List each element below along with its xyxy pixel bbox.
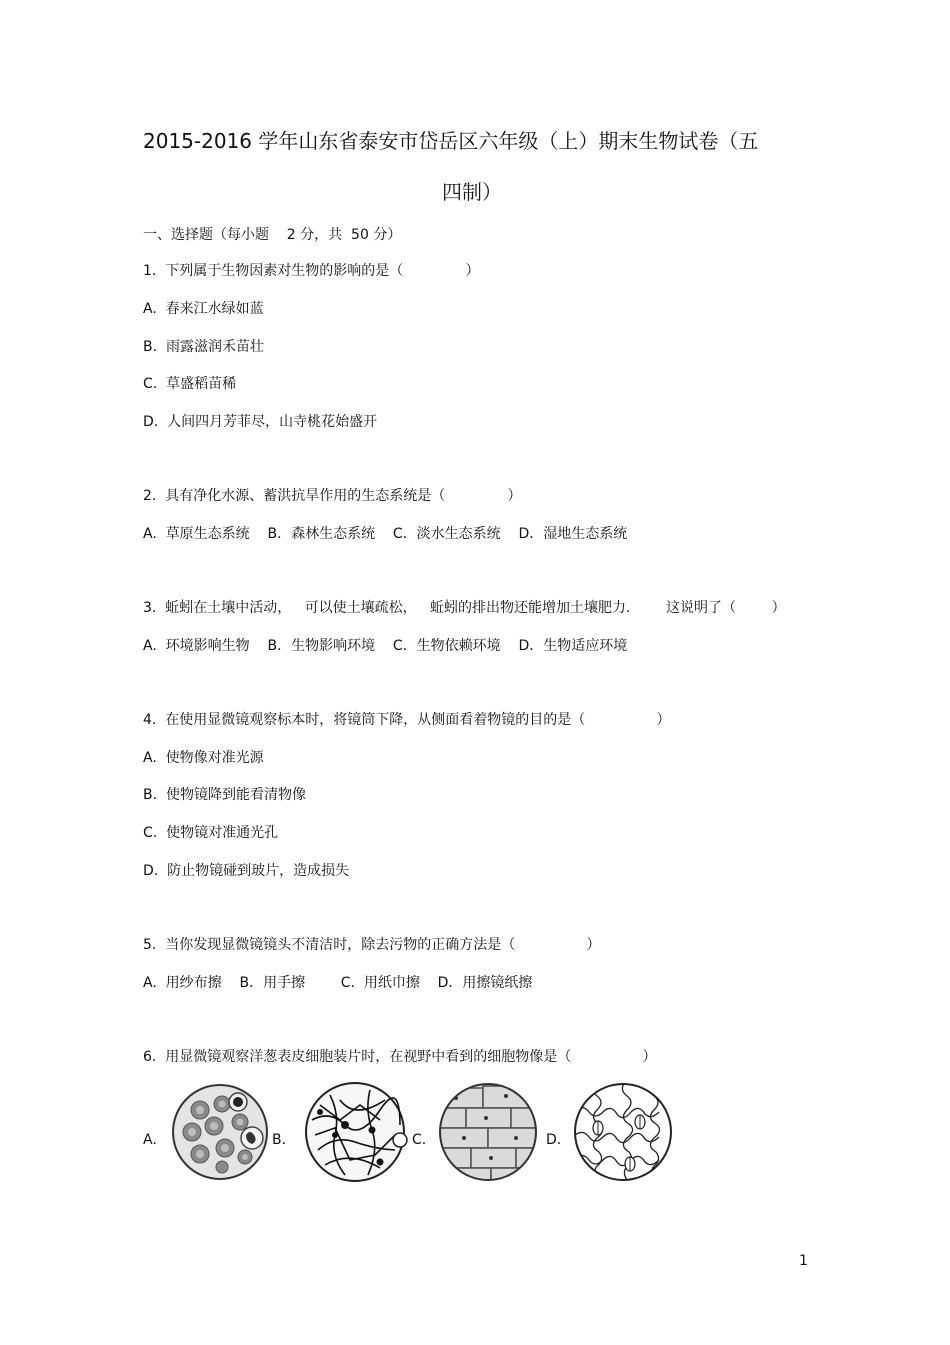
question-4-option-c: C. 使物镜对准通光孔 (143, 825, 279, 841)
question-1-option-a: A. 春来江水绿如蓝 (143, 301, 264, 317)
page-title-line1: 2015-2016 学年山东省泰安市岱岳区六年级（上）期末生物试卷（五 (143, 129, 759, 153)
question-4-option-d: D. 防止物镜碰到玻片，造成损失 (143, 863, 350, 879)
question-3-options: A. 环境影响生物 B．生物影响环境 C．生物依赖环境 D．生物适应环境 (143, 638, 628, 654)
section-heading: 一、选择题（每小题 2 分，共 50 分） (143, 227, 402, 243)
question-1-option-b: B. 雨露滋润禾苗壮 (143, 339, 264, 355)
micrograph-d-leaf-epidermis (570, 1080, 676, 1184)
micrograph-c-onion-epidermis (436, 1080, 540, 1184)
question-1-option-d: D. 人间四月芳菲尽，山寺桃花始盛开 (143, 414, 378, 430)
question-5-options: A. 用纱布擦 B．用手擦 C. 用纸巾擦 D．用擦镜纸擦 (143, 975, 533, 991)
question-4-option-a: A. 使物像对准光源 (143, 750, 264, 766)
question-6-stem: 6. 用显微镜观察洋葱表皮细胞装片时，在视野中看到的细胞物像是（ ） (143, 1049, 657, 1065)
question-1-option-c: C. 草盛稻苗稀 (143, 376, 237, 392)
question-4-option-b: B. 使物镜降到能看清物像 (143, 787, 306, 803)
page-title-line2: 四制） (442, 180, 502, 204)
micrograph-a-blood-cells (170, 1082, 270, 1182)
micrograph-b-nerve-cells (300, 1080, 410, 1184)
image-label-a: A. (143, 1132, 157, 1148)
question-2-stem: 2. 具有净化水源、蓄洪抗旱作用的生态系统是（ ） (143, 488, 522, 504)
image-label-d: D. (546, 1132, 562, 1148)
question-2-options: A. 草原生态系统 B．森林生态系统 C．淡水生态系统 D．湿地生态系统 (143, 526, 628, 542)
image-label-c: C. (412, 1132, 427, 1148)
question-1-stem: 1. 下列属于生物因素对生物的影响的是（ ） (143, 263, 480, 279)
page-number: 1 (799, 1253, 808, 1269)
question-5-stem: 5. 当你发现显微镜镜头不清洁时，除去污物的正确方法是（ ） (143, 937, 601, 953)
image-label-b: B． (272, 1132, 296, 1148)
question-3-stem: 3. 蚯蚓在土壤中活动， 可以使土壤疏松， 蚯蚓的排出物还能增加土壤肥力. 这说明了（ ） (143, 600, 786, 616)
question-4-stem: 4. 在使用显微镜观察标本时，将镜筒下降，从侧面看着物镜的目的是（ ） (143, 712, 671, 728)
